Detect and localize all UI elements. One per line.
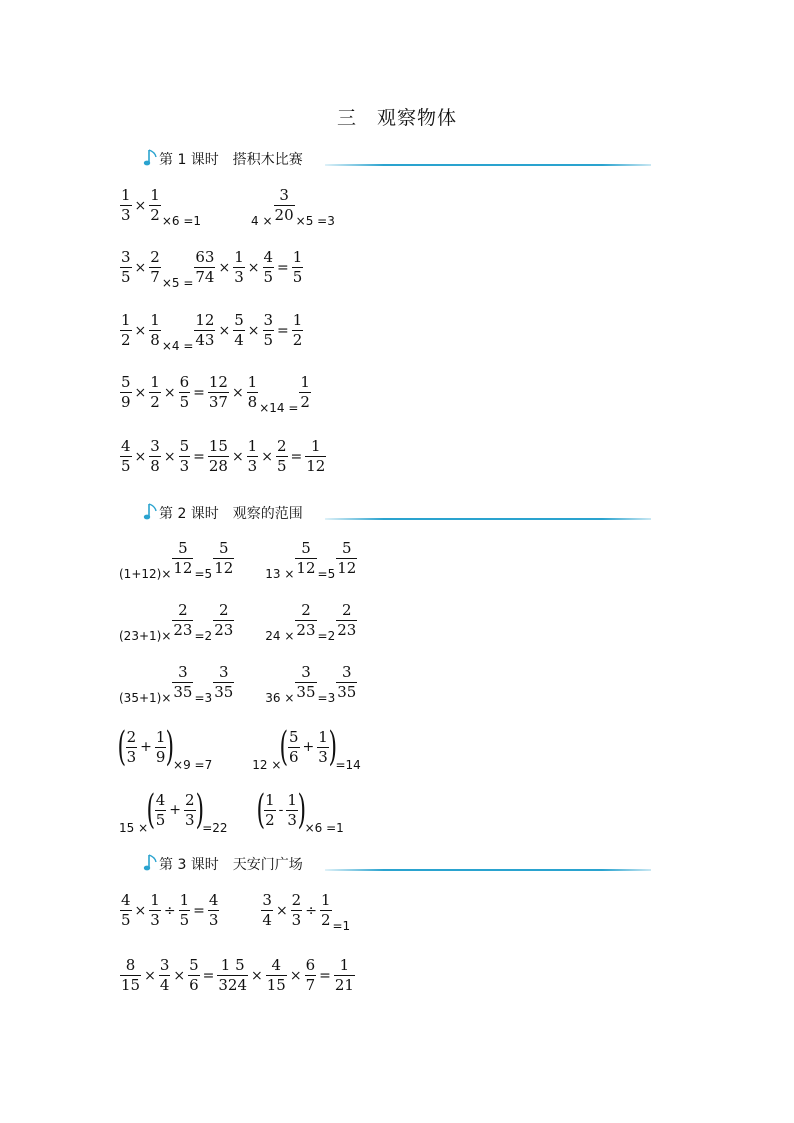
denominator: 28	[208, 457, 228, 475]
fraction	[194, 250, 215, 285]
numerator: 2	[150, 248, 160, 266]
numerator: 1 5	[220, 956, 245, 974]
numerator: 1	[287, 790, 297, 809]
denominator: 35	[337, 683, 357, 701]
denominator: 43	[195, 331, 215, 349]
numerator: 4	[155, 790, 166, 809]
numerator: 1	[318, 727, 328, 746]
equation-text: ×6 =1	[304, 821, 344, 835]
equation-row	[117, 724, 361, 772]
fraction	[120, 250, 132, 285]
numerator: 1	[150, 186, 160, 204]
numerator: 1	[150, 311, 160, 329]
fraction	[208, 375, 229, 410]
numerator: 6	[179, 373, 190, 391]
math-symbol: ×	[161, 567, 172, 581]
math-symbol: ×	[134, 448, 147, 465]
math-symbol: =2	[317, 629, 336, 643]
numerator: 1	[292, 248, 303, 266]
equation-text: ×5 =	[161, 276, 194, 290]
math-symbol: ×	[218, 259, 231, 276]
fraction	[208, 893, 220, 928]
math-symbol: )	[195, 787, 204, 833]
equation-row	[119, 891, 351, 933]
math-symbol: (	[279, 724, 289, 770]
numerator: 4	[121, 891, 131, 909]
section-rule	[325, 518, 651, 520]
numerator: 6	[305, 956, 316, 974]
numerator: 2	[185, 790, 195, 809]
math-symbol: ÷	[305, 902, 317, 919]
equation-row	[119, 663, 358, 705]
equation-row	[119, 539, 358, 581]
numerator: 1	[234, 248, 244, 266]
numerator: 2	[218, 601, 229, 619]
denominator: 3	[234, 268, 244, 286]
page-title: 三 观察物体	[336, 107, 457, 129]
fraction	[336, 665, 357, 700]
denominator: 2	[150, 206, 160, 224]
fraction	[233, 250, 245, 285]
math-symbol: -	[278, 802, 284, 818]
section-title: 第 3 课时 天安门广场	[159, 857, 303, 873]
denominator: 3	[121, 206, 131, 224]
fraction	[261, 893, 273, 928]
numerator: 5	[341, 539, 352, 557]
fraction	[334, 958, 355, 993]
numerator: 2	[291, 891, 302, 909]
numerator: 1	[300, 373, 310, 391]
math-symbol: (	[256, 787, 265, 833]
fraction	[247, 375, 259, 410]
fraction	[276, 439, 288, 474]
fraction	[172, 541, 193, 576]
denominator: 4	[234, 331, 244, 349]
music-note-icon	[143, 502, 159, 522]
numerator: 2	[301, 601, 311, 619]
denominator: 5	[121, 457, 131, 475]
numerator: 1	[311, 437, 321, 455]
fraction	[155, 790, 167, 829]
equation-row	[119, 787, 344, 835]
numerator: 3	[218, 663, 229, 681]
math-symbol: ×	[247, 322, 260, 339]
equation-text: ×5 =3	[295, 214, 335, 228]
denominator: 5	[155, 810, 166, 829]
equation-text: (1+12)	[119, 567, 162, 581]
math-symbol: =	[193, 384, 205, 401]
fraction	[149, 188, 161, 223]
numerator: 2	[276, 437, 287, 455]
math-symbol: ×	[163, 384, 176, 401]
fraction	[295, 665, 316, 700]
fraction	[179, 375, 191, 410]
math-symbol: =5	[194, 567, 213, 581]
equation-text: =1	[332, 919, 351, 933]
equation-text: =22	[202, 821, 228, 835]
numerator: 2	[126, 727, 137, 746]
math-symbol: =	[319, 967, 331, 984]
denominator: 8	[150, 331, 160, 349]
math-symbol: ×	[134, 259, 147, 276]
section-rule	[325, 869, 651, 871]
music-note-icon	[143, 148, 159, 168]
times-sign: ×	[134, 197, 147, 214]
fraction	[149, 313, 161, 348]
numerator: 3	[159, 956, 170, 974]
denominator: 2	[292, 331, 303, 349]
math-symbol: =	[193, 448, 205, 465]
denominator: 12	[337, 559, 357, 577]
numerator: 1	[179, 891, 190, 909]
math-symbol: ×	[289, 967, 302, 984]
fraction	[288, 727, 300, 766]
fraction	[305, 439, 326, 474]
section-title: 第 1 课时 搭积木比赛	[159, 152, 303, 168]
numerator: 5	[179, 437, 190, 455]
fraction	[159, 958, 171, 993]
numerator: 3	[178, 663, 188, 681]
denominator: 35	[173, 683, 193, 701]
fraction	[120, 188, 132, 223]
fraction	[291, 893, 303, 928]
numerator: 3	[301, 663, 311, 681]
math-symbol: +	[169, 802, 182, 818]
denominator: 3	[179, 457, 190, 475]
math-symbol: =	[277, 259, 289, 276]
math-symbol: ×	[161, 691, 172, 705]
denominator: 3	[287, 810, 297, 829]
numerator: 3	[121, 248, 131, 266]
fraction	[149, 439, 161, 474]
denominator: 5	[263, 268, 274, 286]
equation-text: ×9 =7	[173, 758, 213, 772]
denominator: 23	[214, 621, 234, 639]
math-symbol: ×	[251, 967, 263, 984]
numerator: 3	[341, 663, 352, 681]
numerator: 1	[150, 891, 160, 909]
denominator: 15	[121, 976, 141, 994]
fraction	[264, 790, 276, 829]
fraction	[184, 790, 196, 829]
math-symbol: =	[277, 322, 289, 339]
math-symbol: +	[140, 739, 152, 755]
section-header-2	[143, 502, 653, 526]
numerator: 63	[195, 248, 215, 266]
math-symbol: 13 ×	[265, 567, 295, 581]
denominator: 3	[150, 911, 160, 929]
fraction	[126, 727, 138, 766]
numerator: 3	[150, 437, 160, 455]
numerator: 5	[218, 539, 229, 557]
fraction	[263, 250, 275, 285]
numerator: 5	[178, 539, 188, 557]
math-symbol: =	[202, 967, 215, 984]
denominator: 23	[337, 621, 357, 639]
numerator: 4	[208, 891, 219, 909]
numerator: 15	[208, 437, 228, 455]
fraction	[120, 958, 141, 993]
math-symbol: ×	[173, 967, 186, 984]
equation-text: (35+1)	[119, 691, 162, 705]
denominator: 324	[218, 976, 248, 994]
numerator: 1	[121, 311, 131, 329]
denominator: 9	[121, 393, 131, 411]
numerator: 1	[121, 186, 131, 204]
denominator: 9	[155, 747, 166, 766]
section-header-3	[143, 853, 653, 877]
fraction	[299, 375, 311, 410]
denominator: 2	[300, 393, 310, 411]
fraction	[179, 439, 191, 474]
math-symbol: ×	[163, 448, 176, 465]
fraction	[295, 603, 316, 638]
denominator: 2	[150, 393, 160, 411]
denominator: 7	[305, 976, 316, 994]
numerator: 12	[208, 373, 228, 391]
numerator: 3	[279, 186, 289, 204]
denominator: 2	[121, 331, 131, 349]
equation-text: ×4 =	[161, 339, 194, 353]
fraction	[213, 541, 234, 576]
denominator: 8	[247, 393, 258, 411]
math-symbol: ×	[134, 902, 147, 919]
equation-row	[119, 311, 304, 353]
denominator: 23	[296, 621, 316, 639]
denominator: 21	[334, 976, 354, 994]
math-symbol: )	[165, 724, 175, 770]
numerator: 1	[292, 311, 303, 329]
denominator: 8	[150, 457, 160, 475]
fraction	[213, 603, 234, 638]
numerator: 3	[262, 891, 272, 909]
denominator: 3	[318, 747, 328, 766]
denominator: 4	[262, 911, 272, 929]
math-symbol: =3	[194, 691, 213, 705]
math-symbol: )	[328, 724, 337, 770]
fraction	[247, 439, 259, 474]
equation-text: =14	[335, 758, 361, 772]
math-symbol: ×	[161, 629, 172, 643]
numerator: 4	[121, 437, 131, 455]
fraction	[149, 375, 161, 410]
denominator: 3	[291, 911, 302, 929]
denominator: 3	[208, 911, 219, 929]
equation-row	[119, 439, 327, 474]
math-symbol: =3	[317, 691, 336, 705]
denominator: 5	[292, 268, 303, 286]
math-symbol: (	[146, 787, 156, 833]
fraction	[149, 893, 161, 928]
denominator: 6	[289, 747, 299, 766]
math-symbol: 15 ×	[119, 821, 149, 835]
fraction	[274, 188, 295, 223]
fraction	[266, 958, 287, 993]
denominator: 15	[266, 976, 286, 994]
math-symbol: )	[297, 787, 307, 833]
math-symbol: ×	[275, 902, 288, 919]
math-symbol: 12 ×	[252, 758, 282, 772]
equation-row	[119, 373, 312, 415]
fraction	[286, 790, 298, 829]
fraction	[208, 439, 229, 474]
math-symbol: =	[193, 902, 205, 919]
fraction	[305, 958, 317, 993]
numerator: 5	[189, 956, 199, 974]
music-note-icon	[143, 853, 159, 873]
math-symbol: ×	[231, 384, 244, 401]
fraction	[172, 603, 193, 638]
equation-text: ×6 =1	[161, 214, 202, 228]
fraction	[295, 541, 316, 576]
denominator: 5	[179, 911, 190, 929]
numerator: 4	[271, 956, 282, 974]
denominator: 2	[265, 810, 275, 829]
numerator: 12	[195, 311, 215, 329]
denominator: 3	[247, 457, 258, 475]
denominator: 74	[195, 268, 215, 286]
section-title: 第 2 课时 观察的范围	[159, 506, 303, 522]
math-symbol: +	[302, 739, 315, 755]
fraction	[317, 727, 329, 766]
fraction	[320, 893, 332, 928]
math-symbol: ×	[134, 322, 147, 339]
fraction	[233, 313, 245, 348]
equation-row	[119, 186, 335, 228]
denominator: 20	[274, 206, 294, 224]
fraction	[194, 313, 215, 348]
section-rule	[325, 164, 651, 166]
denominator: 37	[208, 393, 228, 411]
fraction	[179, 893, 191, 928]
equation-row	[119, 248, 304, 290]
numerator: 5	[289, 727, 299, 746]
numerator: 1	[150, 373, 160, 391]
denominator: 23	[173, 621, 193, 639]
fraction	[188, 958, 200, 993]
denominator: 5	[263, 331, 274, 349]
denominator: 5	[121, 911, 131, 929]
denominator: 5	[121, 268, 131, 286]
equation-row	[119, 601, 358, 643]
denominator: 7	[150, 268, 160, 286]
numerator: 1	[339, 956, 350, 974]
numerator: 1	[247, 437, 258, 455]
math-symbol: ×	[218, 322, 231, 339]
fraction	[149, 250, 161, 285]
equation-row	[119, 958, 356, 993]
fraction	[120, 439, 132, 474]
numerator: 1	[247, 373, 258, 391]
denominator: 12	[306, 457, 326, 475]
section-header-1	[143, 148, 653, 172]
denominator: 35	[214, 683, 234, 701]
fraction	[336, 603, 357, 638]
denominator: 2	[320, 911, 331, 929]
numerator: 1	[320, 891, 331, 909]
numerator: 5	[234, 311, 244, 329]
denominator: 12	[214, 559, 234, 577]
numerator: 2	[178, 601, 188, 619]
fraction	[172, 665, 193, 700]
numerator: 5	[121, 373, 131, 391]
equation-text: (23+1)	[119, 629, 162, 643]
denominator: 12	[173, 559, 193, 577]
equation-text: 4 ×	[251, 214, 273, 228]
denominator: 6	[189, 976, 199, 994]
fraction	[263, 313, 275, 348]
denominator: 5	[276, 457, 287, 475]
denominator: 3	[126, 747, 137, 766]
math-symbol: =2	[194, 629, 213, 643]
fraction	[120, 893, 132, 928]
numerator: 8	[125, 956, 136, 974]
denominator: 35	[296, 683, 316, 701]
math-symbol: 24 ×	[265, 629, 295, 643]
denominator: 5	[179, 393, 190, 411]
math-symbol: 36 ×	[265, 691, 295, 705]
fraction	[217, 958, 248, 993]
math-symbol: =5	[317, 567, 336, 581]
math-symbol: ÷	[163, 902, 176, 919]
fraction	[213, 665, 234, 700]
numerator: 1	[155, 727, 166, 746]
numerator: 5	[301, 539, 311, 557]
math-symbol: ×	[247, 259, 260, 276]
fraction	[120, 375, 132, 410]
math-symbol: ×	[144, 967, 156, 984]
numerator: 1	[265, 790, 275, 809]
math-symbol: =	[290, 448, 303, 465]
fraction	[336, 541, 357, 576]
denominator: 4	[159, 976, 170, 994]
fraction	[292, 250, 304, 285]
fraction	[120, 313, 132, 348]
math-symbol: ×	[231, 448, 244, 465]
numerator: 4	[263, 248, 274, 266]
denominator: 12	[296, 559, 316, 577]
denominator: 3	[185, 810, 195, 829]
numerator: 3	[263, 311, 274, 329]
numerator: 2	[341, 601, 352, 619]
math-symbol: ×	[134, 384, 147, 401]
fraction	[292, 313, 304, 348]
equation-text: ×14 =	[259, 401, 299, 415]
math-symbol: ×	[261, 448, 273, 465]
math-symbol: (	[117, 724, 127, 770]
